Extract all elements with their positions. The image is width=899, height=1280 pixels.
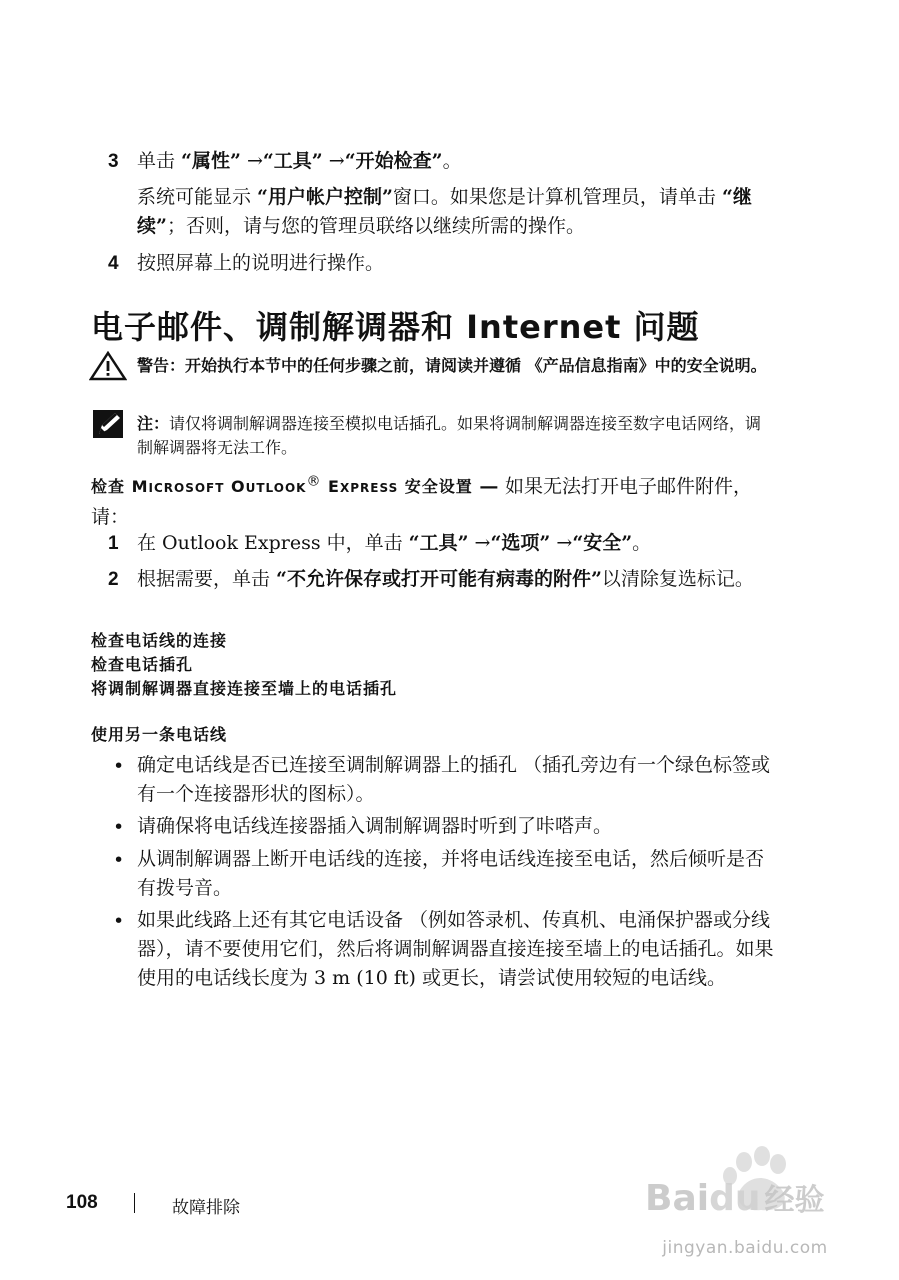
step-pre: 根据需要，单击 bbox=[137, 568, 277, 590]
footer-divider bbox=[134, 1193, 135, 1213]
arrow: → bbox=[468, 532, 491, 554]
registered-mark: ® bbox=[306, 474, 322, 490]
arrow: → bbox=[550, 532, 573, 554]
detail-pre: 系统可能显示 bbox=[137, 186, 258, 208]
footer-chapter-title: 故障排除 bbox=[172, 1198, 240, 1218]
note-text bbox=[137, 412, 777, 460]
em-dash: — bbox=[472, 475, 506, 498]
brand-part: Bai bbox=[645, 1178, 710, 1219]
tools-label: “工具” bbox=[408, 532, 469, 554]
step-3-properties: “属性” bbox=[181, 150, 241, 172]
outlook-step-1 bbox=[137, 529, 777, 558]
detail-mid: 窗口。如果您是计算机管理员，请单击 bbox=[392, 186, 722, 208]
bullet-item: 从调制解调器上断开电话线的连接，并将电话线连接至电话，然后倾听是否有拨号音。 bbox=[137, 848, 765, 899]
heading-part: UTLOOK bbox=[245, 481, 307, 496]
subhead-direct-connect: 将调制解调器直接连接至墙上的电话插孔 bbox=[91, 679, 398, 698]
step-3-post: 。 bbox=[442, 150, 462, 172]
outlook-check-rest: 如果无法打开电子邮件附件，请： bbox=[91, 475, 753, 529]
outlook-check-paragraph bbox=[91, 468, 781, 532]
step-3-check-now: “开始检查” bbox=[344, 150, 443, 172]
detail-post: ；否则，请与您的管理员联络以继续所需的操作。 bbox=[166, 215, 585, 237]
section-title: 电子邮件、调制解调器和 Internet 问题 bbox=[91, 308, 700, 346]
step-3-pre: 单击 bbox=[137, 150, 182, 172]
warning-text bbox=[137, 354, 777, 378]
arrow: → bbox=[322, 150, 345, 172]
uac-label: “用户帐户控制” bbox=[257, 186, 393, 208]
page-number: 108 bbox=[66, 1192, 98, 1213]
bullet-marker: • bbox=[113, 755, 125, 777]
warning-label: 警告： bbox=[137, 356, 186, 375]
heading-part: E bbox=[321, 477, 340, 497]
bullet-item: 请确保将电话线连接器插入调制解调器时听到了咔嗒声。 bbox=[137, 815, 613, 837]
step-3-text bbox=[137, 147, 777, 176]
warning-icon bbox=[89, 351, 127, 381]
subhead-phone-jack: 检查电话插孔 bbox=[91, 655, 194, 674]
step-3-detail bbox=[137, 183, 777, 241]
outlook-check-heading bbox=[91, 474, 473, 497]
step-post: 。 bbox=[632, 532, 652, 554]
continue-label: “继续” bbox=[137, 186, 752, 237]
brand-part: du bbox=[709, 1178, 761, 1219]
step-pre: 在 Outlook Express 中，单击 bbox=[137, 532, 409, 554]
bullet-marker: • bbox=[113, 910, 125, 932]
bullet-marker: • bbox=[113, 849, 125, 871]
virus-attachment-option: “不允许保存或打开可能有病毒的附件” bbox=[276, 568, 602, 590]
note-label: 注： bbox=[137, 414, 170, 433]
bullet-marker: • bbox=[113, 816, 125, 838]
bullet-item: 如果此线路上还有其它电话设备 （例如答录机、传真机、电涌保护器或分线器），请不要使用它们，然后将调制解调器直接连接至墙上的电话插孔。如果使用的电话线长度为 3 m (10 ft) 或更长，请尝试使用较短的电话线。 bbox=[137, 909, 774, 989]
subhead-phone-line: 检查电话线的连接 bbox=[91, 631, 228, 650]
options-label: “选项” bbox=[490, 532, 551, 554]
bullet-item: 确定电话线是否已连接至调制解调器上的插孔 （插孔旁边有一个绿色标签或有一个连接器形状的图标）。 bbox=[137, 754, 771, 805]
heading-part: ICROSOFT bbox=[148, 481, 225, 496]
heading-part: O bbox=[224, 477, 246, 497]
subhead-another-line: 使用另一条电话线 bbox=[91, 725, 228, 744]
step-number: 3 bbox=[108, 151, 119, 172]
watermark-url: jingyan.baidu.com bbox=[662, 1238, 828, 1258]
step-post: 以清除复选标记。 bbox=[601, 568, 754, 590]
brand-cn: 经验 bbox=[764, 1183, 825, 1218]
step-number: 2 bbox=[108, 569, 119, 590]
warning-body: 开始执行本节中的任何步骤之前，请阅读并遵循 《产品信息指南》中的安全说明。 bbox=[185, 356, 767, 375]
outlook-step-2 bbox=[137, 565, 777, 594]
note-body: 请仅将调制解调器连接至模拟电话插孔。如果将调制解调器连接至数字电话网络，调制解调器将无法工作。 bbox=[137, 414, 762, 457]
note-pencil-icon bbox=[93, 410, 123, 438]
heading-part: 检查 M bbox=[91, 477, 149, 497]
step-number: 1 bbox=[108, 533, 119, 554]
security-label: “安全” bbox=[572, 532, 633, 554]
step-3-tools: “工具” bbox=[262, 150, 323, 172]
step-number: 4 bbox=[108, 253, 119, 274]
heading-part: XPRESS bbox=[339, 481, 399, 496]
arrow: → bbox=[240, 150, 263, 172]
watermark-brand bbox=[645, 1175, 824, 1219]
step-4-text: 按照屏幕上的说明进行操作。 bbox=[137, 252, 385, 274]
heading-part: 安全设置 bbox=[398, 477, 473, 497]
